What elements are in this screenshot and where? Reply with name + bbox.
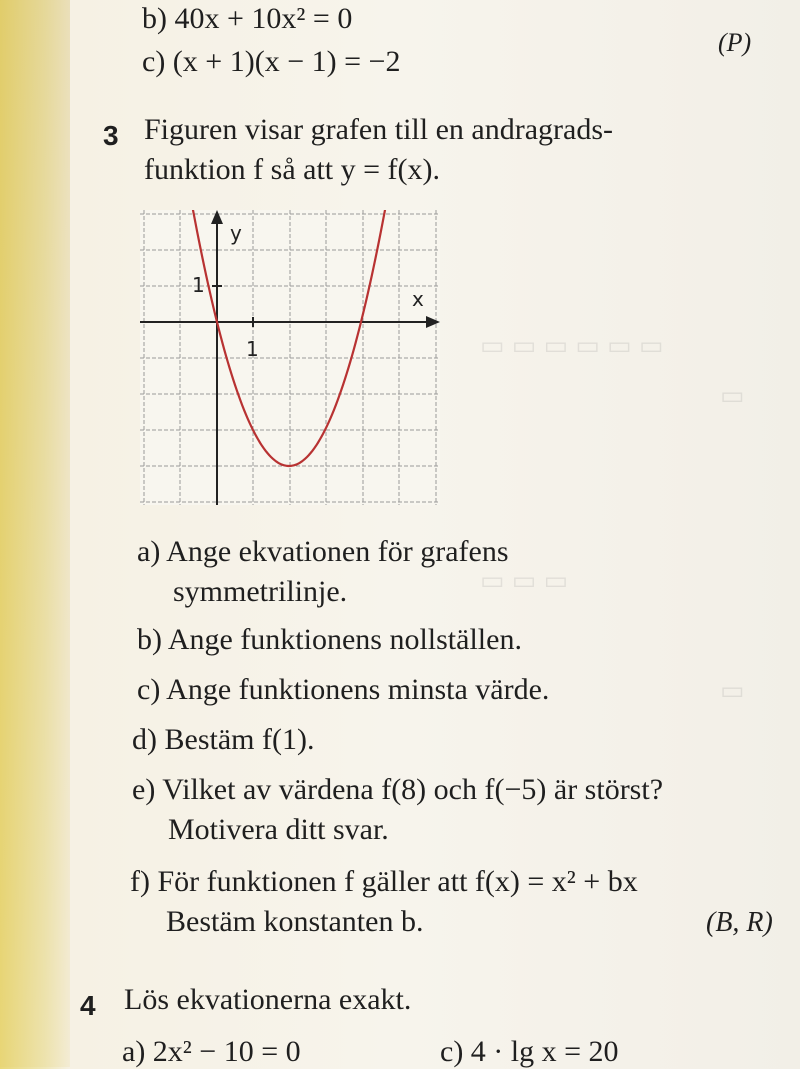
showthrough-text: ▭ ▭ ▭ ▭ ▭ ▭ (480, 330, 664, 360)
part-b: b) Ange funktionens nollställen. (137, 623, 522, 656)
question-4-c: c) 4 · lg x = 20 (440, 1035, 619, 1068)
showthrough-text: ▭ (720, 380, 745, 410)
question-4-a: a) 2x² − 10 = 0 (122, 1035, 301, 1068)
part-c: c) Ange funktionens minsta värde. (137, 673, 550, 706)
part-a-line1: a) Ange ekvationen för grafens (137, 535, 509, 568)
part-d: d) Bestäm f(1). (132, 723, 315, 756)
part-e-line2: Motivera ditt svar. (168, 813, 389, 846)
showthrough-text: ▭ (720, 675, 745, 705)
parabola-graph (140, 210, 440, 510)
question-3-intro-line1: Figuren visar grafen till en andragrads- (144, 113, 613, 146)
question-number-4: 4 (80, 990, 96, 1021)
question-number-3: 3 (103, 120, 119, 151)
x-axis-label: x (412, 287, 424, 311)
y-tick-label: 1 (192, 273, 205, 297)
part-f-tag: (B, R) (706, 907, 773, 938)
y-axis-label: y (230, 221, 242, 245)
prev-tag: (P) (718, 28, 752, 57)
prev-exercise-c: c) (x + 1)(x − 1) = −2 (142, 45, 401, 78)
part-a-line2: symmetrilinje. (173, 575, 348, 608)
question-4-title: Lös ekvationerna exakt. (124, 983, 412, 1016)
part-f-line1: f) För funktionen f gäller att f(x) = x² + bx (130, 865, 638, 898)
page-edge-shade (0, 0, 70, 1067)
part-f-line2: Bestäm konstanten b. (166, 905, 424, 938)
x-tick-label: 1 (246, 337, 259, 361)
part-e-line1: e) Vilket av värdena f(8) och f(−5) är störst? (132, 773, 664, 806)
prev-exercise-b: b) 40x + 10x² = 0 (142, 2, 353, 35)
showthrough-text: ▭ ▭ ▭ (480, 565, 569, 595)
question-3-intro-line2: funktion f så att y = f(x). (144, 153, 441, 186)
